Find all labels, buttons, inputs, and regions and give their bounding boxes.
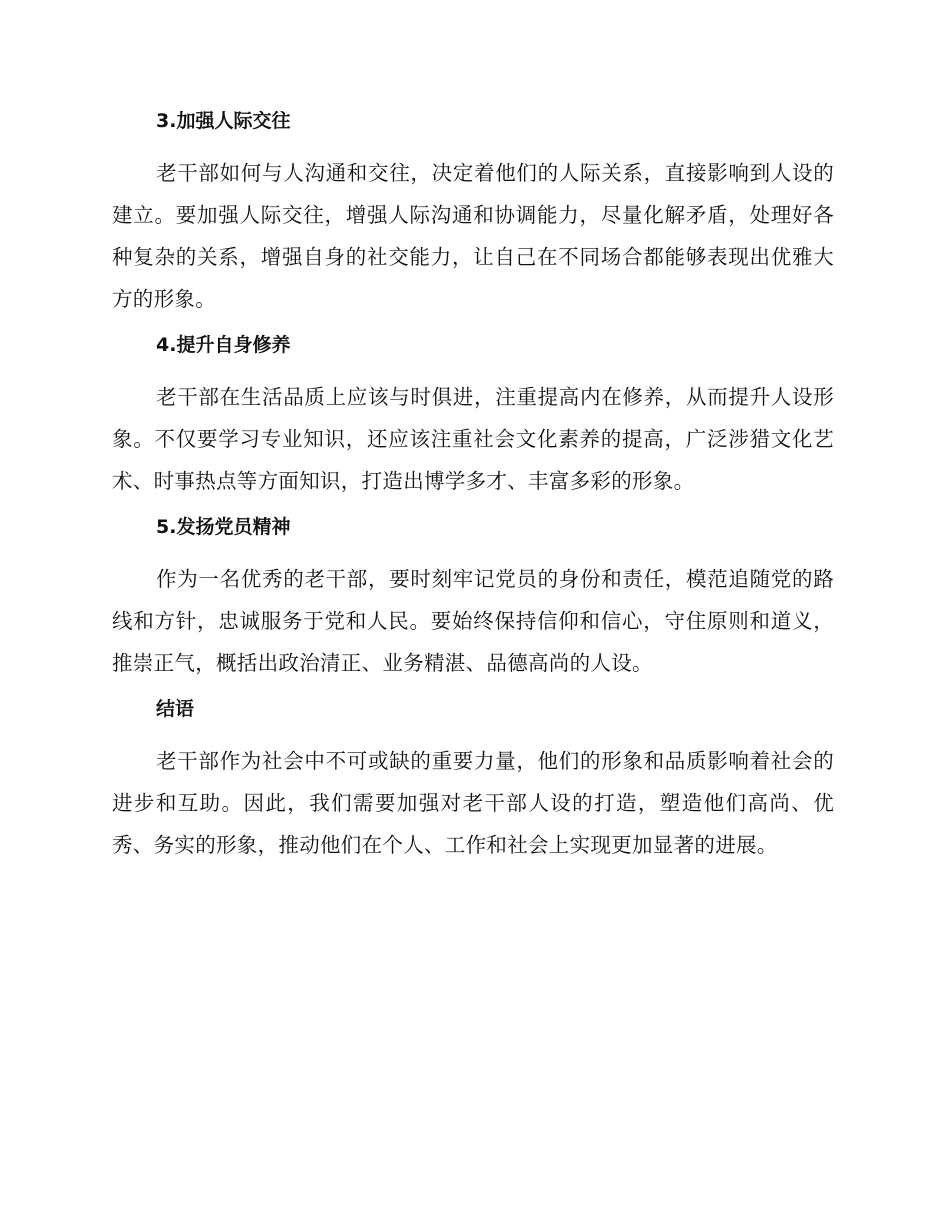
section-paragraph: 作为一名优秀的老干部，要时刻牢记党员的身份和责任，模范追随党的路线和方针，忠诚服务于党和人民。要始终保持信仰和信心，守住原则和道义，推崇正气，概括出政治清正、业务精湛、品德高尚的人设。	[112, 567, 834, 675]
section-paragraph: 老干部如何与人沟通和交往，决定着他们的人际关系，直接影响到人设的建立。要加强人际交往，增强人际沟通和协调能力，尽量化解矛盾，处理好各种复杂的关系，增强自身的社交能力，让自己在不同场合都能够表现出优雅大方的形象。	[112, 161, 834, 311]
conclusion-heading: 结语	[156, 698, 195, 720]
section-heading: 5.发扬党员精神	[156, 516, 291, 538]
section-heading: 3.加强人际交往	[156, 110, 291, 132]
section-paragraph: 老干部在生活品质上应该与时俱进，注重提高内在修养，从而提升人设形象。不仅要学习专业知识，还应该注重社会文化素养的提高，广泛涉猎文化艺术、时事热点等方面知识，打造出博学多才、丰富多彩的形象。	[112, 385, 834, 493]
section-heading: 4.提升自身修养	[156, 334, 291, 356]
document-page	[112, 108, 834, 878]
conclusion-paragraph: 老干部作为社会中不可或缺的重要力量，他们的形象和品质影响着社会的进步和互助。因此，我们需要加强对老干部人设的打造，塑造他们高尚、优秀、务实的形象，推动他们在个人、工作和社会上实现更加显著的进展。	[112, 749, 834, 857]
